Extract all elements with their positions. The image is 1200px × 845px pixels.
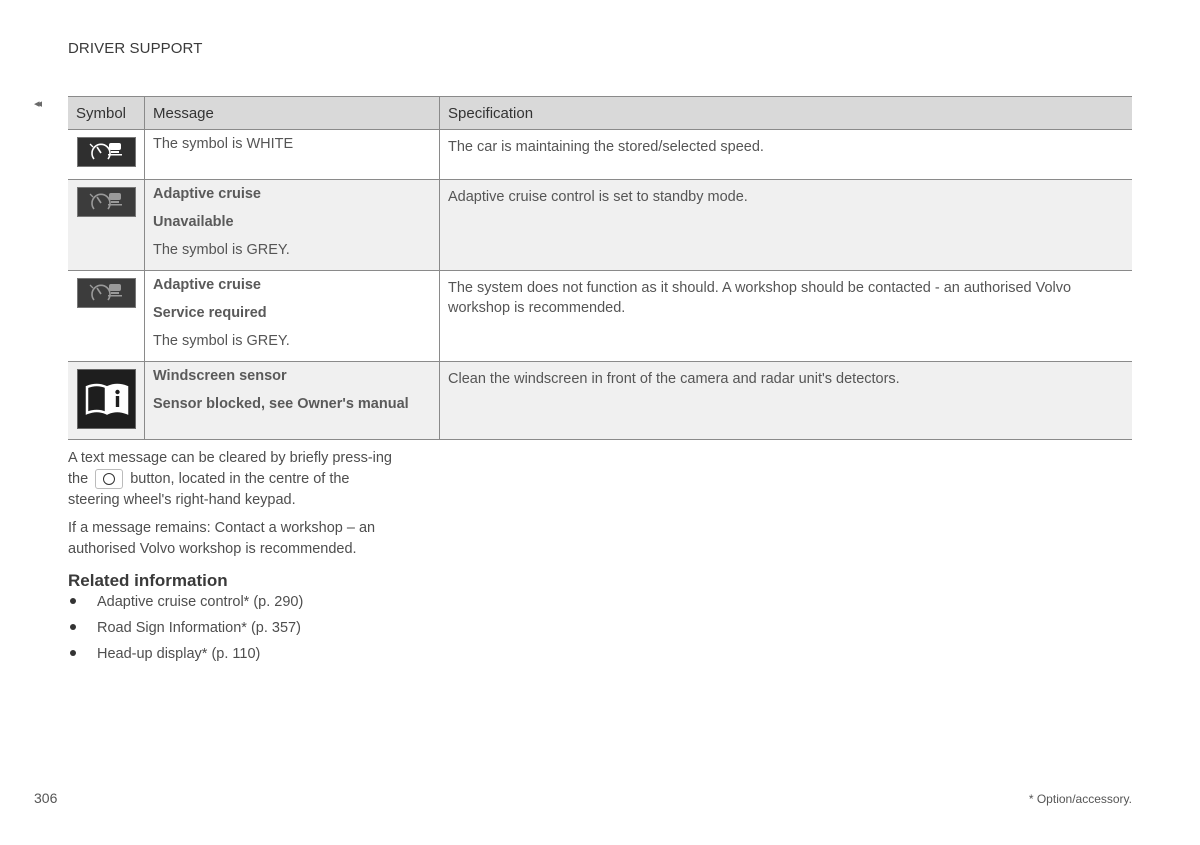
specification-cell: Clean the windscreen in front of the camera and radar unit's detectors. — [440, 362, 1133, 440]
clear-message-paragraph — [68, 448, 398, 511]
related-link[interactable]: Adaptive cruise control* (p. 290) — [68, 592, 303, 618]
table-row — [68, 180, 1132, 271]
specification-cell: Adaptive cruise control is set to standby mode. — [440, 180, 1133, 271]
message-table — [68, 96, 1132, 440]
message-line: The symbol is GREY. — [153, 333, 290, 349]
table-row — [68, 130, 1132, 180]
message-cell — [145, 130, 440, 180]
symbol-cell — [68, 362, 145, 440]
symbol-cell — [68, 180, 145, 271]
owners-manual-book-icon — [77, 369, 136, 429]
paragraph-text: button, located in the centre of the steering wheel's right-hand keypad. — [68, 471, 350, 508]
column-header-symbol: Symbol — [68, 97, 145, 130]
footnote: * Option/accessory. — [1028, 792, 1132, 806]
table-row — [68, 362, 1132, 440]
continued-marker: ◂◂ — [34, 98, 40, 110]
related-information-list — [68, 592, 303, 670]
message-title: Adaptive cruise — [153, 277, 261, 293]
message-cell — [145, 362, 440, 440]
message-subtitle: Service required — [153, 305, 267, 321]
symbol-cell — [68, 130, 145, 180]
specification-cell: The car is maintaining the stored/selected speed. — [440, 130, 1133, 180]
message-cell — [145, 180, 440, 271]
adaptive-cruise-grey-icon — [77, 278, 136, 308]
column-header-specification: Specification — [440, 97, 1133, 130]
related-link[interactable]: Road Sign Information* (p. 357) — [68, 618, 303, 644]
specification-cell: The system does not function as it should. A workshop should be contacted - an authorised Volvo workshop is recommended. — [440, 271, 1133, 362]
related-information-heading: Related information — [68, 571, 228, 590]
workshop-paragraph: If a message remains: Contact a workshop – an authorised Volvo workshop is recommended. — [68, 520, 376, 557]
adaptive-cruise-grey-icon — [77, 187, 136, 217]
related-link[interactable]: Head-up display* (p. 110) — [68, 644, 303, 670]
column-header-message: Message — [145, 97, 440, 130]
message-cell — [145, 271, 440, 362]
page-number: 306 — [34, 790, 58, 806]
symbol-cell — [68, 271, 145, 362]
adaptive-cruise-white-icon — [77, 137, 136, 167]
table-header-row — [68, 97, 1132, 130]
message-subtitle: Unavailable — [153, 214, 234, 230]
message-title: Windscreen sensor — [153, 368, 287, 384]
message-line: The symbol is GREY. — [153, 242, 290, 258]
table-row — [68, 271, 1132, 362]
paragraph-text: A text message can be cleared by briefly press-ing the — [68, 450, 392, 487]
message-line: The symbol is WHITE — [153, 136, 294, 152]
message-title: Adaptive cruise — [153, 186, 261, 202]
page-section-title: DRIVER SUPPORT — [68, 40, 203, 57]
steering-wheel-ok-button-icon — [95, 469, 123, 489]
message-subtitle: Sensor blocked, see Owner's manual — [153, 396, 409, 412]
